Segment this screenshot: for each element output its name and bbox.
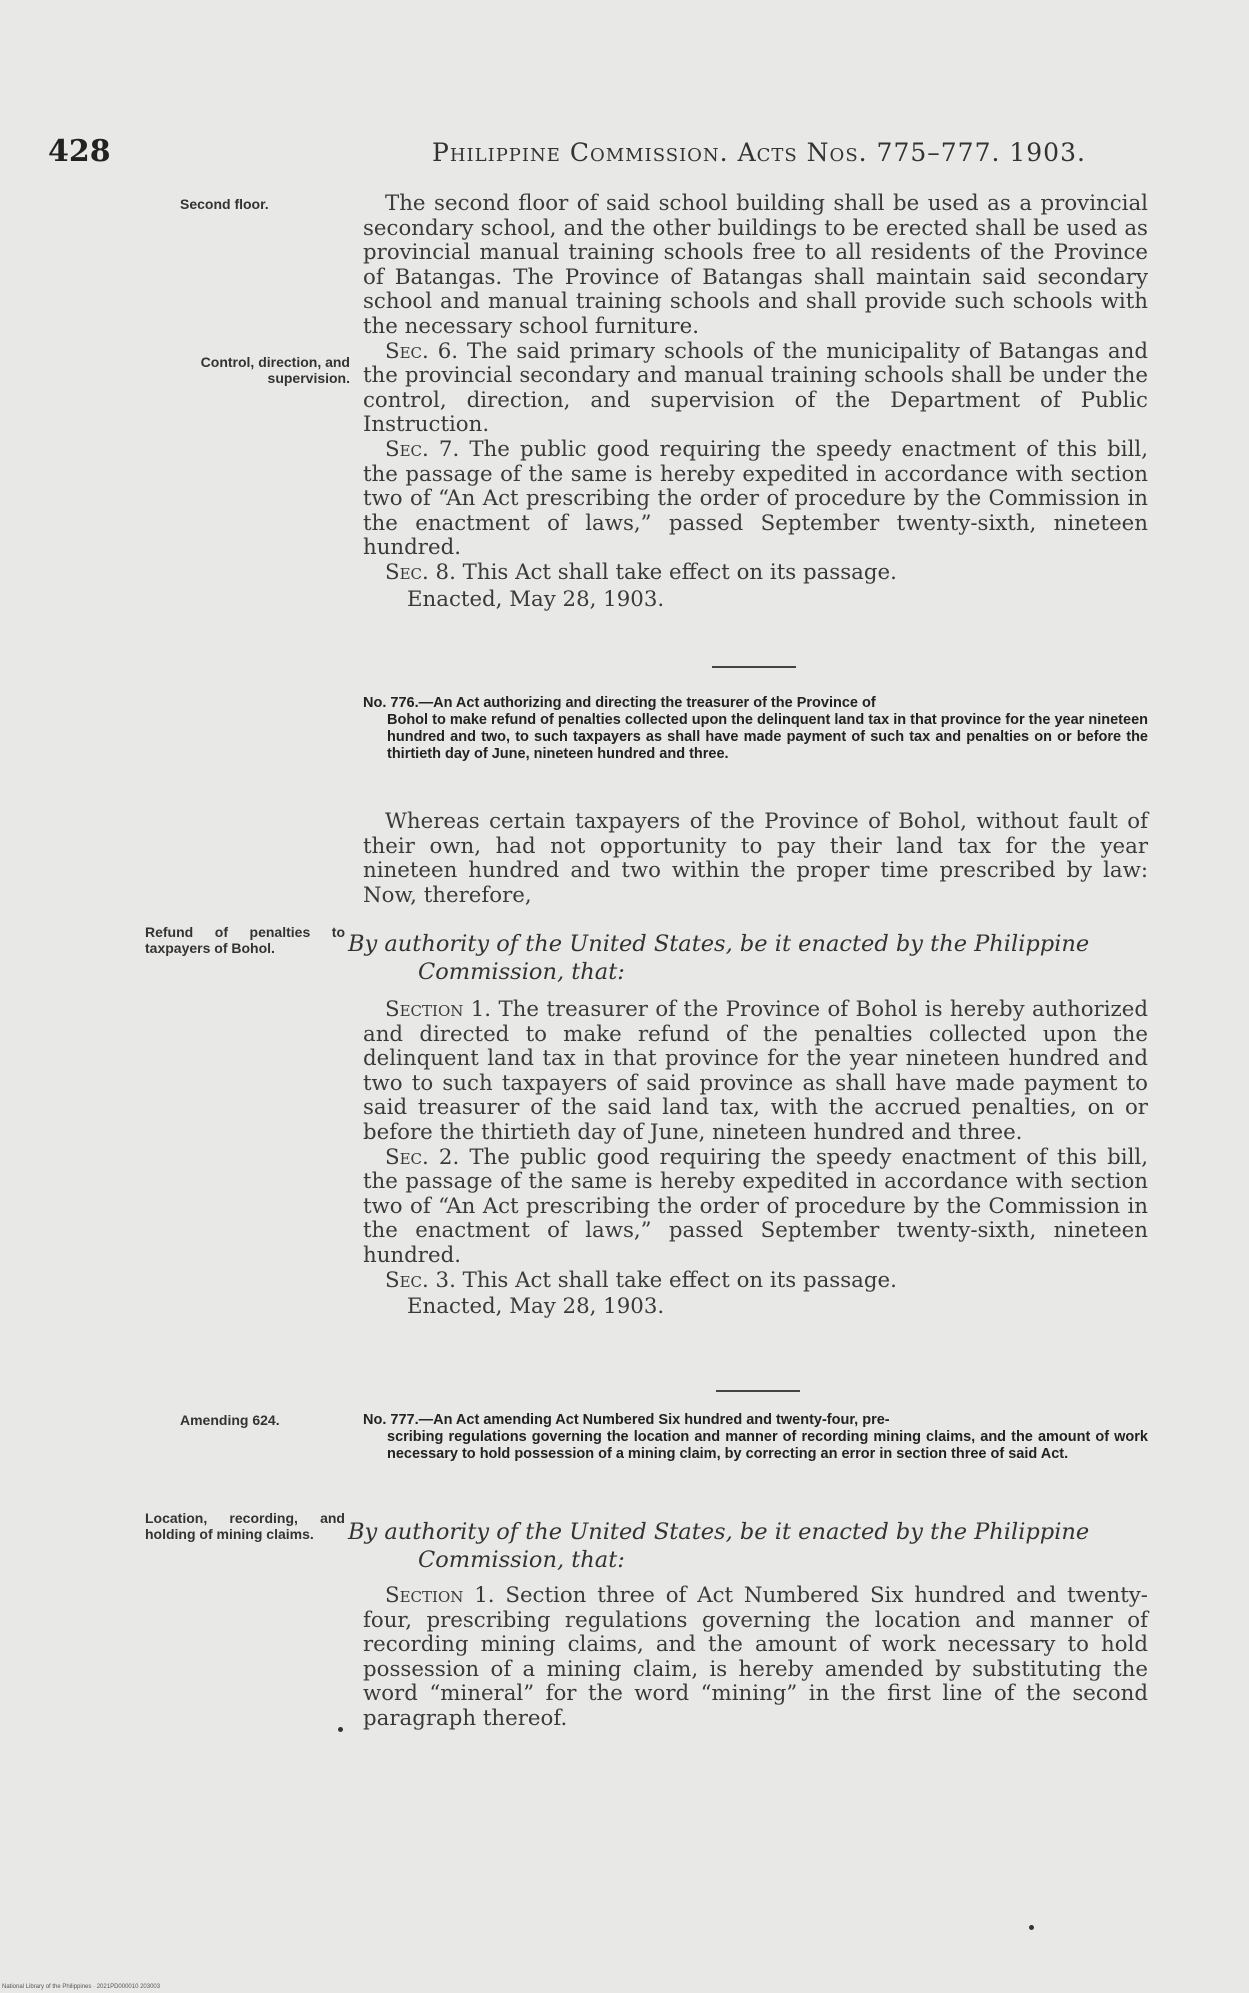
section-label: Sec. 8. — [385, 559, 456, 585]
separator-rule — [716, 1390, 800, 1392]
scan-credit: National Library of the Philippines · 2021PD000010 203003 — [2, 1984, 161, 1990]
section-label: Sec. 7. — [385, 436, 460, 462]
margin-note-control: Control, direction, and supervision. — [200, 354, 350, 386]
enacting-clause-line-1: By authority of the United States, be it enacted by the Philippine — [348, 1519, 1090, 1545]
act-title-lead: No. 777.—An Act amending Act Numbered Six hundred and twenty-four, pre- — [363, 1412, 890, 1428]
act-title-rest: scribing regulations governing the location and manner of recording mining claims, and the amount of work necessary to hold possession of a mining claim, by correcting an error in section three of said Act. — [387, 1429, 1148, 1462]
section-3 — [363, 1269, 1148, 1294]
margin-note-amending: Amending 624. — [180, 1412, 280, 1428]
enacting-clause-line-2: Commission, that: — [418, 1547, 625, 1573]
enacting-clause-line-1: By authority of the United States, be it enacted by the Philippine — [348, 931, 1090, 957]
act-776-preamble — [363, 810, 1148, 908]
margin-note-location: Location, recording, and holding of mining claims. — [145, 1510, 345, 1542]
margin-note-second-floor: Second floor. — [180, 196, 269, 212]
act-title-rest: Bohol to make refund of penalties collected upon the delinquent land tax in that province for the year nineteen hundred and two, to such taxpayers as shall have made payment of such tax and penalties on or before the thirtieth day of June, nineteen hundred and three. — [387, 712, 1148, 762]
section-text: The public good requiring the speedy enactment of this bill, the passage of the same is hereby expedited in accordance with section two of “An Act prescribing the order of procedure by the Commission in the enactment of laws,” passed September twenty-sixth, nineteen hundred. — [363, 1144, 1148, 1268]
act-776-title — [363, 695, 1148, 763]
act-776-body — [363, 998, 1148, 1320]
act-title-lead: No. 776.—An Act authorizing and directing the treasurer of the Province of — [363, 695, 876, 711]
section-text: The public good requiring the speedy enactment of this bill, the passage of the same is hereby expedited in accordance with section two of “An Act prescribing the order of procedure by the Commission in the enactment of laws,” passed September twenty-sixth, nineteen hundred. — [363, 436, 1148, 561]
ink-speck — [1029, 1925, 1034, 1930]
running-head: Philippine Commission. Acts Nos. 775–777. 1903. — [432, 138, 1086, 167]
page-number: 428 — [48, 134, 111, 169]
section-text: This Act shall take effect on its passage. — [462, 1267, 897, 1293]
enacted-date: Enacted, May 28, 1903. — [407, 1294, 665, 1320]
whereas-clause: Whereas certain taxpayers of the Province of Bohol, without fault of their own, had not opportunity to pay their land tax for the year nineteen hundred and two within the proper time prescribed by law: Now, therefore, — [363, 809, 1148, 908]
section-8 — [363, 561, 1148, 586]
enacting-clause-line-2: Commission, that: — [418, 959, 625, 985]
section-label: Sec. 2. — [385, 1144, 460, 1170]
enacted-date: Enacted, May 28, 1903. — [407, 586, 665, 612]
act-775-body — [363, 192, 1148, 612]
ink-speck — [338, 1727, 343, 1732]
section-text: This Act shall take effect on its passage. — [462, 559, 897, 585]
section-text: Section three of Act Numbered Six hundred and twenty-four, prescribing regulations governing the location and manner of recording mining claims, and the amount of work necessary to hold possession of a mining claim, is hereby amended by substituting the word “mineral” for the word “mining” in the first line of the second paragraph thereof. — [363, 1583, 1148, 1731]
section-label: Section 1. — [385, 997, 492, 1022]
paragraph: The second floor of said school building shall be used as a provincial secondary school, and the other buildings to be erected shall be used as provincial manual training schools free to all residents of the Province of Batangas. The Province of Batangas shall maintain said secondary school and manual training schools and shall provide such schools with the necessary school furniture. — [363, 191, 1148, 339]
margin-note-refund: Refund of penalties to taxpayers of Bohol. — [145, 924, 345, 956]
separator-rule — [712, 666, 796, 668]
section-1 — [363, 998, 1148, 1146]
section-text: The said primary schools of the municipality of Batangas and the provincial secondary and manual training schools shall be under the control, direction, and supervision of the Department of Public Instruction. — [363, 338, 1148, 438]
act-777-body — [363, 1584, 1148, 1732]
section-1 — [363, 1584, 1148, 1732]
enacting-clause — [348, 1518, 1148, 1574]
section-label: Sec. 6. — [385, 338, 459, 364]
page-header — [48, 134, 1148, 174]
section-text: The treasurer of the Province of Bohol is hereby authorized and directed to make refund of the penalties collected upon the delinquent land tax in that province for the year nineteen hundred and two to such taxpayers of said province as shall have made payment to said treasurer of the said land tax, with the accrued penalties, on or before the thirtieth day of June, nineteen hundred and three. — [363, 997, 1148, 1145]
enacting-clause — [348, 930, 1148, 986]
section-label: Section 1. — [385, 1583, 495, 1608]
section-2 — [363, 1146, 1148, 1269]
section-7 — [363, 438, 1148, 561]
section-label: Sec. 3. — [385, 1267, 456, 1293]
act-777-title — [363, 1412, 1148, 1463]
section-6 — [363, 340, 1148, 438]
